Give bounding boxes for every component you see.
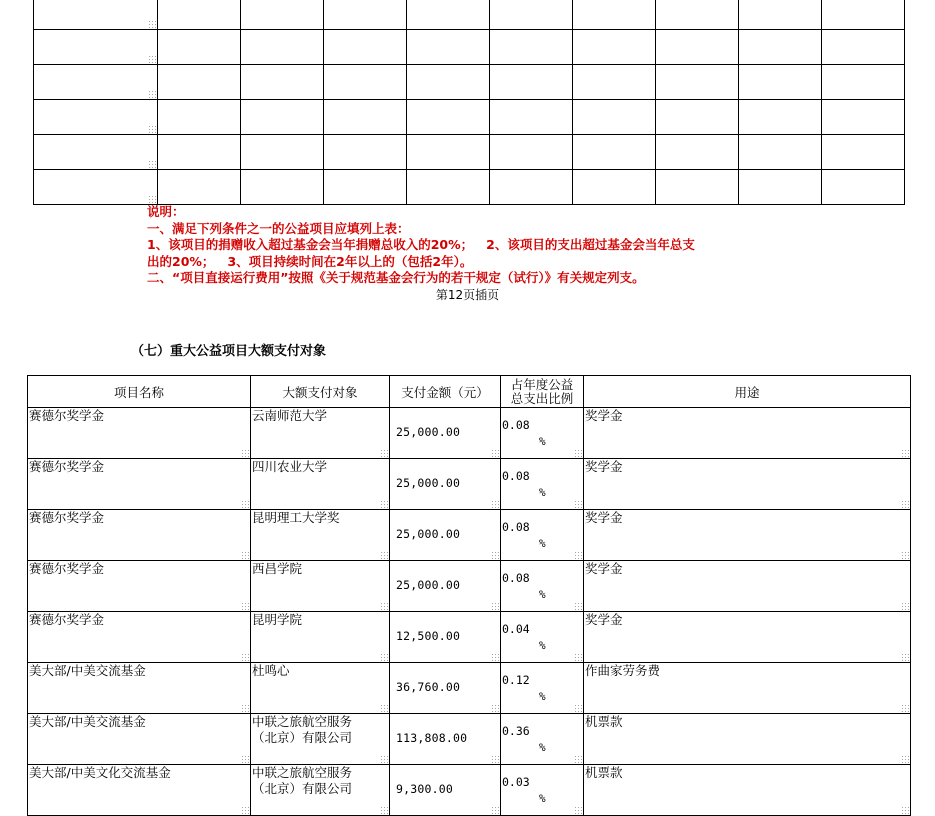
cell-resize-grip-icon bbox=[491, 500, 499, 508]
cell-resize-grip-icon bbox=[901, 449, 909, 457]
table-cell bbox=[573, 0, 656, 30]
cell-recipient bbox=[251, 561, 390, 612]
cell-recipient bbox=[251, 663, 390, 714]
table-cell bbox=[158, 170, 241, 205]
cell-resize-grip-icon bbox=[380, 755, 388, 763]
project-name: 赛德尔奖学金 bbox=[29, 408, 105, 423]
recipient-line-1: 四川农业大学 bbox=[252, 459, 328, 474]
cell-resize-grip-icon bbox=[148, 90, 156, 98]
table-cell bbox=[490, 170, 573, 205]
table-cell bbox=[407, 170, 490, 205]
table-header-row bbox=[28, 376, 911, 408]
cell-project bbox=[28, 459, 251, 510]
percent-sign: % bbox=[539, 537, 546, 550]
cell-resize-grip-icon bbox=[241, 602, 249, 610]
table-cell bbox=[656, 30, 739, 65]
cell-ratio bbox=[501, 612, 584, 663]
cell-amount bbox=[390, 408, 501, 459]
cell-ratio bbox=[501, 459, 584, 510]
cell-amount bbox=[390, 714, 501, 765]
header-recipient: 大额支付对象 bbox=[251, 376, 390, 408]
recipient-line-1: 昆明学院 bbox=[252, 612, 303, 627]
table-cell bbox=[407, 135, 490, 170]
table-cell bbox=[241, 30, 324, 65]
project-name: 赛德尔奖学金 bbox=[29, 510, 105, 525]
cell-resize-grip-icon bbox=[380, 602, 388, 610]
cell-amount bbox=[390, 510, 501, 561]
purpose: 奖学金 bbox=[585, 510, 623, 525]
payment-amount: 12,500.00 bbox=[396, 629, 461, 643]
section-title: （七）重大公益项目大额支付对象 bbox=[131, 344, 327, 359]
table-row bbox=[28, 459, 911, 510]
cell-amount bbox=[390, 561, 501, 612]
table-row bbox=[34, 100, 905, 135]
cell-resize-grip-icon bbox=[574, 653, 582, 661]
cell-amount bbox=[390, 765, 501, 816]
cell-resize-grip-icon bbox=[380, 551, 388, 559]
table-row bbox=[28, 765, 911, 816]
table-cell bbox=[573, 100, 656, 135]
notes-line-2: 1、该项目的捐赠收入超过基金会当年捐赠总收入的20%； 2、该项目的支出超过基金会当年总支 bbox=[147, 237, 695, 252]
table-cell bbox=[490, 100, 573, 135]
table-row bbox=[28, 612, 911, 663]
payment-amount: 113,808.00 bbox=[396, 731, 468, 745]
cell-recipient bbox=[251, 714, 390, 765]
cell-purpose bbox=[584, 459, 911, 510]
cell-recipient bbox=[251, 612, 390, 663]
cell-resize-grip-icon bbox=[491, 602, 499, 610]
expense-ratio: 0.08 bbox=[502, 520, 530, 534]
cell-ratio bbox=[501, 714, 584, 765]
cell-resize-grip-icon bbox=[241, 500, 249, 508]
percent-sign: % bbox=[539, 792, 546, 805]
table-cell bbox=[158, 0, 241, 30]
table-cell bbox=[241, 135, 324, 170]
table-cell bbox=[158, 30, 241, 65]
cell-resize-grip-icon bbox=[574, 449, 582, 457]
table-cell bbox=[34, 65, 158, 100]
table-cell bbox=[656, 135, 739, 170]
payment-amount: 25,000.00 bbox=[396, 527, 461, 541]
payment-amount: 9,300.00 bbox=[396, 782, 453, 796]
cell-resize-grip-icon bbox=[574, 755, 582, 763]
payment-amount: 36,760.00 bbox=[396, 680, 461, 694]
cell-purpose bbox=[584, 408, 911, 459]
table-row bbox=[28, 510, 911, 561]
project-name: 赛德尔奖学金 bbox=[29, 612, 105, 627]
table-cell bbox=[822, 30, 905, 65]
cell-purpose bbox=[584, 714, 911, 765]
table-cell bbox=[324, 65, 407, 100]
cell-resize-grip-icon bbox=[241, 551, 249, 559]
cell-ratio bbox=[501, 561, 584, 612]
expense-ratio: 0.04 bbox=[502, 622, 530, 636]
cell-resize-grip-icon bbox=[901, 500, 909, 508]
payment-amount: 25,000.00 bbox=[396, 425, 461, 439]
percent-sign: % bbox=[539, 486, 546, 499]
table-cell bbox=[241, 65, 324, 100]
table-cell bbox=[739, 30, 822, 65]
table-cell bbox=[739, 170, 822, 205]
table-cell bbox=[656, 0, 739, 30]
cell-resize-grip-icon bbox=[901, 551, 909, 559]
cell-resize-grip-icon bbox=[241, 449, 249, 457]
cell-project bbox=[28, 714, 251, 765]
project-name: 美大部/中美文化交流基金 bbox=[29, 765, 171, 780]
header-project: 项目名称 bbox=[28, 376, 251, 408]
table-cell bbox=[241, 0, 324, 30]
table-cell bbox=[158, 135, 241, 170]
table-cell bbox=[573, 170, 656, 205]
table-cell bbox=[739, 0, 822, 30]
cell-project bbox=[28, 408, 251, 459]
table-cell bbox=[324, 100, 407, 135]
purpose: 机票款 bbox=[585, 714, 623, 729]
recipient-line-2: （北京）有限公司 bbox=[252, 730, 353, 745]
project-name: 赛德尔奖学金 bbox=[29, 561, 105, 576]
cell-project bbox=[28, 561, 251, 612]
table-cell bbox=[407, 0, 490, 30]
table-cell bbox=[739, 135, 822, 170]
table-cell bbox=[822, 100, 905, 135]
cell-resize-grip-icon bbox=[491, 704, 499, 712]
table-cell bbox=[739, 100, 822, 135]
notes-heading: 说明： bbox=[147, 204, 185, 219]
recipient-line-1: 西昌学院 bbox=[252, 561, 303, 576]
cell-resize-grip-icon bbox=[574, 602, 582, 610]
table-cell bbox=[324, 135, 407, 170]
payment-recipients-table bbox=[27, 375, 911, 816]
table-row bbox=[28, 561, 911, 612]
cell-project bbox=[28, 765, 251, 816]
table-cell bbox=[158, 65, 241, 100]
recipient-line-1: 中联之旅航空服务 bbox=[252, 765, 353, 780]
table-cell bbox=[324, 0, 407, 30]
cell-project bbox=[28, 510, 251, 561]
cell-purpose bbox=[584, 663, 911, 714]
purpose: 作曲家劳务费 bbox=[585, 663, 661, 678]
cell-resize-grip-icon bbox=[491, 806, 499, 814]
table-cell bbox=[490, 30, 573, 65]
table-cell bbox=[656, 170, 739, 205]
table-cell bbox=[34, 135, 158, 170]
purpose: 奖学金 bbox=[585, 561, 623, 576]
cell-resize-grip-icon bbox=[380, 704, 388, 712]
percent-sign: % bbox=[539, 435, 546, 448]
table-cell bbox=[822, 170, 905, 205]
expense-ratio: 0.12 bbox=[502, 673, 530, 687]
cell-resize-grip-icon bbox=[901, 755, 909, 763]
project-name: 美大部/中美交流基金 bbox=[29, 714, 146, 729]
cell-resize-grip-icon bbox=[491, 653, 499, 661]
purpose: 奖学金 bbox=[585, 612, 623, 627]
cell-project bbox=[28, 663, 251, 714]
table-cell bbox=[490, 0, 573, 30]
header-ratio-line-1: 占年度公益 bbox=[510, 376, 574, 392]
table-cell bbox=[34, 30, 158, 65]
cell-purpose bbox=[584, 561, 911, 612]
cell-ratio bbox=[501, 663, 584, 714]
table-row bbox=[28, 408, 911, 459]
cell-recipient bbox=[251, 765, 390, 816]
cell-recipient bbox=[251, 510, 390, 561]
cell-ratio bbox=[501, 765, 584, 816]
cell-ratio bbox=[501, 408, 584, 459]
table-cell bbox=[158, 100, 241, 135]
table-row bbox=[28, 663, 911, 714]
table-cell bbox=[407, 100, 490, 135]
cell-purpose bbox=[584, 612, 911, 663]
recipient-line-1: 昆明理工大学奖 bbox=[252, 510, 340, 525]
recipient-line-2: （北京）有限公司 bbox=[252, 781, 353, 796]
percent-sign: % bbox=[539, 639, 546, 652]
cell-resize-grip-icon bbox=[380, 449, 388, 457]
cell-resize-grip-icon bbox=[491, 755, 499, 763]
table-row bbox=[34, 0, 905, 30]
table-cell bbox=[739, 65, 822, 100]
table-cell bbox=[573, 135, 656, 170]
cell-amount bbox=[390, 612, 501, 663]
cell-amount bbox=[390, 459, 501, 510]
expense-ratio: 0.08 bbox=[502, 418, 530, 432]
table-cell bbox=[573, 30, 656, 65]
table-cell bbox=[34, 170, 158, 205]
expense-ratio: 0.36 bbox=[502, 724, 530, 738]
project-name: 美大部/中美交流基金 bbox=[29, 663, 146, 678]
percent-sign: % bbox=[539, 690, 546, 703]
cell-resize-grip-icon bbox=[574, 551, 582, 559]
expense-ratio: 0.03 bbox=[502, 775, 530, 789]
table-cell bbox=[490, 65, 573, 100]
header-ratio-line-2: 总支出比例 bbox=[510, 390, 574, 406]
cell-resize-grip-icon bbox=[380, 500, 388, 508]
cell-recipient bbox=[251, 408, 390, 459]
table-cell bbox=[490, 135, 573, 170]
cell-resize-grip-icon bbox=[901, 602, 909, 610]
cell-resize-grip-icon bbox=[241, 806, 249, 814]
cell-amount bbox=[390, 663, 501, 714]
percent-sign: % bbox=[539, 588, 546, 601]
table-cell bbox=[822, 135, 905, 170]
notes-line-3: 出的20%； 3、项目持续时间在2年以上的（包括2年）。 bbox=[147, 253, 473, 269]
table-cell bbox=[324, 170, 407, 205]
table-cell bbox=[822, 65, 905, 100]
cell-purpose bbox=[584, 765, 911, 816]
notes-block bbox=[147, 204, 787, 287]
cell-resize-grip-icon bbox=[491, 551, 499, 559]
table-cell bbox=[241, 100, 324, 135]
table-cell bbox=[407, 65, 490, 100]
table-cell bbox=[34, 100, 158, 135]
table-cell bbox=[324, 30, 407, 65]
cell-project bbox=[28, 612, 251, 663]
cell-resize-grip-icon bbox=[901, 806, 909, 814]
cell-resize-grip-icon bbox=[148, 195, 156, 203]
cell-resize-grip-icon bbox=[574, 806, 582, 814]
purpose: 奖学金 bbox=[585, 459, 623, 474]
cell-resize-grip-icon bbox=[901, 704, 909, 712]
table-cell bbox=[407, 30, 490, 65]
continued-empty-table bbox=[33, 0, 905, 205]
header-amount: 支付金额（元） bbox=[390, 376, 501, 408]
cell-resize-grip-icon bbox=[148, 160, 156, 168]
payment-amount: 25,000.00 bbox=[396, 476, 461, 490]
cell-resize-grip-icon bbox=[491, 449, 499, 457]
header-ratio bbox=[501, 376, 584, 408]
cell-resize-grip-icon bbox=[380, 653, 388, 661]
cell-resize-grip-icon bbox=[574, 704, 582, 712]
purpose: 机票款 bbox=[585, 765, 623, 780]
cell-resize-grip-icon bbox=[148, 55, 156, 63]
table-row bbox=[28, 714, 911, 765]
cell-resize-grip-icon bbox=[148, 125, 156, 133]
table-row bbox=[34, 170, 905, 205]
cell-resize-grip-icon bbox=[241, 704, 249, 712]
table-row bbox=[34, 135, 905, 170]
table-cell bbox=[656, 100, 739, 135]
cell-resize-grip-icon bbox=[148, 20, 156, 28]
cell-resize-grip-icon bbox=[241, 755, 249, 763]
cell-purpose bbox=[584, 510, 911, 561]
notes-line-1: 一、满足下列条件之一的公益项目应填列上表： bbox=[147, 220, 410, 236]
purpose: 奖学金 bbox=[585, 408, 623, 423]
cell-resize-grip-icon bbox=[901, 653, 909, 661]
recipient-line-1: 杜鸣心 bbox=[252, 663, 290, 678]
cell-resize-grip-icon bbox=[380, 806, 388, 814]
percent-sign: % bbox=[539, 741, 546, 754]
cell-recipient bbox=[251, 459, 390, 510]
table-cell bbox=[241, 170, 324, 205]
expense-ratio: 0.08 bbox=[502, 469, 530, 483]
table-cell bbox=[573, 65, 656, 100]
notes-line-4: 二、“项目直接运行费用”按照《关于规范基金会行为的若干规定（试行）》有关规定列支。 bbox=[147, 270, 645, 285]
expense-ratio: 0.08 bbox=[502, 571, 530, 585]
recipient-line-1: 中联之旅航空服务 bbox=[252, 714, 353, 729]
cell-ratio bbox=[501, 510, 584, 561]
payment-amount: 25,000.00 bbox=[396, 578, 461, 592]
table-cell bbox=[656, 65, 739, 100]
recipient-line-1: 云南师范大学 bbox=[252, 408, 328, 423]
table-cell bbox=[822, 0, 905, 30]
table-row bbox=[34, 30, 905, 65]
table-cell bbox=[34, 0, 158, 30]
header-purpose: 用途 bbox=[584, 376, 911, 408]
cell-resize-grip-icon bbox=[241, 653, 249, 661]
table-row bbox=[34, 65, 905, 100]
project-name: 赛德尔奖学金 bbox=[29, 459, 105, 474]
cell-resize-grip-icon bbox=[574, 500, 582, 508]
page-insert-label: 第12页插页 bbox=[435, 288, 500, 302]
